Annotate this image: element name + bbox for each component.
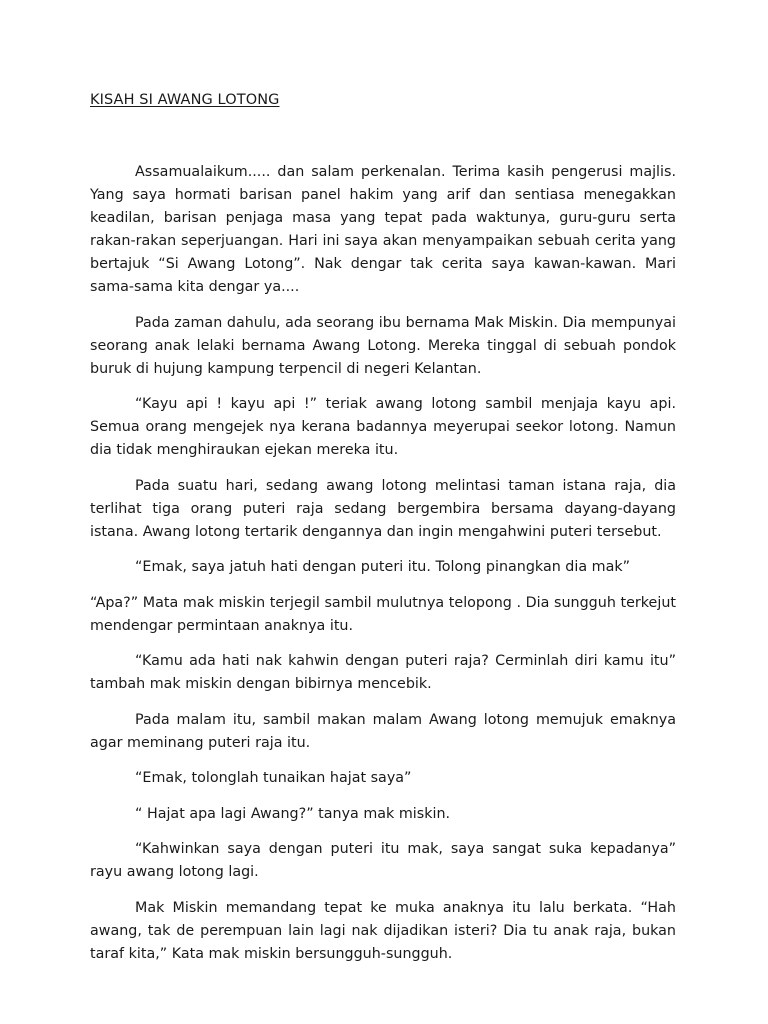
paragraph-3: “Kayu api ! kayu api !” teriak awang lotong sambil menjaja kayu api. Semua orang mengejek nya kerana badannya meyerupai seekor lotong. Namun dia tidak menghiraukan ejekan mereka itu. (90, 396, 676, 458)
paragraph-9: “Emak, tolonglah tunaikan hajat saya” (135, 770, 412, 786)
paragraph-5: “Emak, saya jatuh hati dengan puteri itu. Tolong pinangkan dia mak” (135, 559, 631, 575)
paragraph-12: Mak Miskin memandang tepat ke muka anaknya itu lalu berkata. “Hah awang, tak de perempuan lain lagi nak dijadikan isteri? Dia tu anak raja, bukan taraf kita,” Kata mak miskin bersungguh-sungguh. (90, 899, 676, 962)
paragraph-11: “Kahwinkan saya dengan puteri itu mak, saya sangat suka kepadanya” rayu awang lotong lagi. (90, 841, 676, 880)
paragraph-6: “Apa?” Mata mak miskin terjegil sambil mulutnya telopong . Dia sungguh terkejut mendengar permintaan anaknya itu. (90, 594, 676, 634)
paragraph-1: Assamualaikum..... dan salam perkenalan. Terima kasih pengerusi majlis. Yang saya hormati barisan panel hakim yang arif dan sentiasa menegakkan keadilan, barisan penjaga masa yang tepat pada waktunya, guru-guru serta rakan-rakan seperjuangan. Hari ini saya akan menyampaikan sebuah cerita yang bertajuk “Si Awang Lotong”. Nak dengar tak cerita saya kawan-kawan. Mari sama-sama kita dengar ya.... (90, 164, 676, 295)
paragraph-4: Pada suatu hari, sedang awang lotong melintasi taman istana raja, dia terlihat tiga orang puteri raja sedang bergembira bersama dayang-dayang istana. Awang lotong tertarik dengannya dan ingin mengahwini puteri tersebut. (90, 477, 676, 540)
document-page (90, 92, 676, 978)
paragraph-10: “ Hajat apa lagi Awang?” tanya mak miskin. (135, 805, 451, 822)
paragraph-7: “Kamu ada hati nak kahwin dengan puteri raja? Cerminlah diri kamu itu” tambah mak miskin dengan bibirnya mencebik. (90, 653, 676, 692)
document-title: KISAH SI AWANG LOTONG (90, 92, 280, 108)
paragraph-8: Pada malam itu, sambil makan malam Awang lotong memujuk emaknya agar meminang puteri raja itu. (90, 711, 676, 751)
paragraph-2: Pada zaman dahulu, ada seorang ibu bernama Mak Miskin. Dia mempunyai seorang anak lelaki bernama Awang Lotong. Mereka tinggal di sebuah pondok buruk di hujung kampung terpencil di negeri Kelantan. (90, 314, 676, 377)
